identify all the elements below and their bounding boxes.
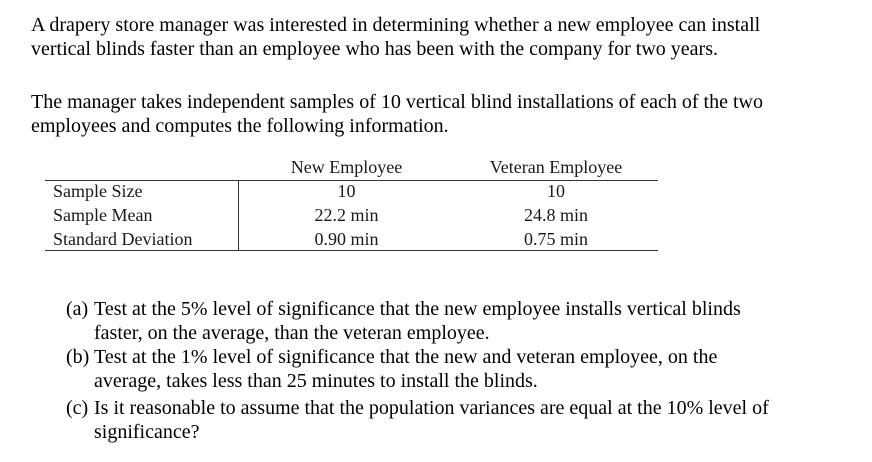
question-tag: (b) (66, 346, 90, 368)
question-tag: (a) (66, 298, 89, 320)
cell-new-standard-deviation: 0.90 min (314, 229, 379, 249)
cell-veteran-sample-size: 10 (547, 181, 565, 201)
cell-new-sample-size: 10 (337, 181, 356, 201)
question-tag: (c) (66, 397, 89, 419)
row-label-standard-deviation: Standard Deviation (53, 229, 193, 249)
cell-veteran-sample-mean: 24.8 min (523, 205, 588, 225)
setup-line: The manager takes independent samples of 10 vertical blind installations of each of the two (31, 91, 763, 113)
question-line: Is it reasonable to assume that the population variances are equal at the 10% level of (94, 397, 769, 419)
question-line: average, takes less than 25 minutes to install the blinds. (94, 370, 538, 392)
setup-line: employees and computes the following information. (31, 115, 449, 137)
question-line: Test at the 5% level of significance that the new employee installs vertical blinds (94, 298, 741, 320)
row-label-sample-size: Sample Size (53, 181, 143, 201)
question-line: Test at the 1% level of significance that the new and veteran employee, on the (94, 346, 718, 368)
question-line: significance? (94, 421, 200, 443)
row-label-sample-mean: Sample Mean (53, 205, 153, 225)
cell-new-sample-mean: 22.2 min (314, 205, 379, 225)
intro-line: vertical blinds faster than an employee who has been with the company for two years. (31, 38, 719, 60)
column-header-new-employee: New Employee (290, 157, 403, 177)
intro-paragraph (31, 13, 760, 61)
intro-line: A drapery store manager was interested in determining whether a new employee can install (31, 14, 761, 36)
data-table (45, 153, 658, 253)
question-line: faster, on the average, than the veteran employee. (94, 322, 490, 344)
column-header-veteran-employee: Veteran Employee (489, 157, 623, 177)
cell-veteran-standard-deviation: 0.75 min (523, 229, 588, 249)
setup-paragraph (31, 90, 763, 138)
